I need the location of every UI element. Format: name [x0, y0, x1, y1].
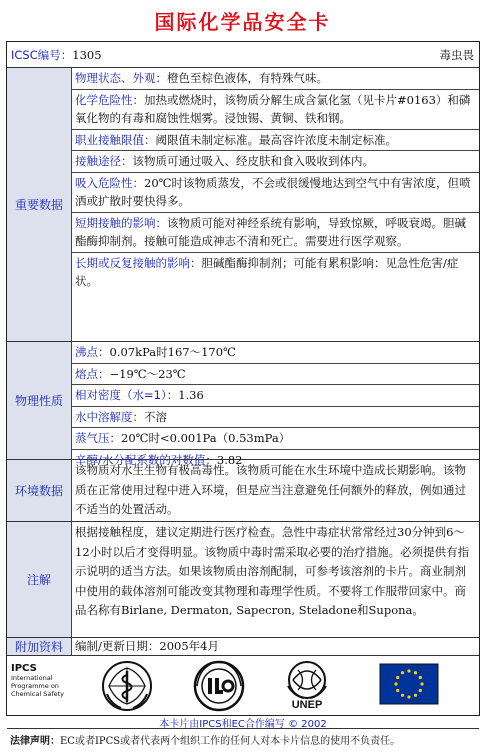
physical-properties-label: 物理性质	[7, 342, 72, 459]
additional-info-content	[72, 638, 479, 655]
unep-emblem-icon	[284, 660, 330, 718]
environmental-data-content	[72, 460, 479, 521]
card-header-row	[7, 42, 479, 68]
important-data-content	[72, 68, 479, 341]
card-credit: 本卡片由IPCS和EC合作编写 © 2002	[159, 719, 327, 730]
card-title: 国际化学品安全卡	[154, 10, 331, 34]
physical-item	[72, 364, 479, 386]
item-text: 0.07kPa时167～170℃	[109, 345, 236, 359]
physical-item	[72, 407, 479, 429]
item-text: 20℃时<0.001Pa（0.53mPa）	[121, 431, 291, 445]
physical-properties-content	[72, 342, 479, 467]
ipcs-logo	[11, 663, 81, 698]
physical-item	[72, 428, 479, 450]
item-text: 该物质可能对神经系统有影响，导致惊厥，呼吸衰竭。胆碱酯酶抑制剂。接触可能造成神志不清和死亡。需要进行医学观察。	[75, 215, 466, 248]
item-text: 加热或燃烧时，该物质分解生成含氯化氢（见卡片#0163）和磷氧化物的有毒和腐蚀性烟雾。浸蚀锡、黄铜、铁和钢。	[75, 92, 471, 125]
environmental-data-section	[7, 460, 479, 522]
item-text: 阈限值未制定标准。最高容许浓度未制定标准。	[155, 132, 397, 147]
important-item	[72, 151, 479, 173]
item-text: 1.36	[178, 388, 204, 402]
important-item	[72, 253, 479, 292]
item-key: 蒸气压：	[75, 431, 121, 445]
item-key: 沸点：	[75, 345, 110, 359]
item-key: 物理状态、外观：	[75, 71, 167, 85]
additional-info-section	[7, 638, 479, 656]
additional-info-text: 编制/更新日期：2005年4月	[75, 639, 219, 653]
important-data-section	[7, 68, 479, 342]
ipcs-logo-line: Programme on	[11, 682, 59, 690]
important-item	[72, 173, 479, 213]
important-item	[72, 68, 479, 90]
important-data-label: 重要数据	[7, 68, 72, 341]
item-key: 长期或反复接触的影响：	[75, 255, 202, 270]
who-emblem-icon	[101, 660, 153, 716]
environmental-data-label: 环境数据	[7, 460, 72, 521]
ipcs-logo-line: Chemical Safety	[11, 690, 65, 698]
substance-name: 毒虫畏	[439, 48, 474, 62]
item-key: 熔点：	[75, 366, 110, 381]
icsc-number-block	[7, 42, 106, 68]
item-text: 胆碱酯酶抑制剂；可能有累积影响：见急性危害/症状。	[75, 255, 459, 288]
item-text: 不溶	[144, 409, 167, 424]
legal-text: EC或者IPCS或者代表两个组织工作的任何人对本卡片信息的使用不负责任。	[60, 736, 401, 747]
item-key: 接触途径：	[75, 154, 133, 168]
important-item	[72, 90, 479, 130]
legal-label: 法律声明：	[10, 736, 60, 747]
item-text: −19℃～23℃	[109, 366, 186, 381]
ipcs-logo-line: International	[11, 674, 53, 682]
environmental-data-text: 该物质对水生生物有极高毒性。该物质可能在水生环境中造成长期影响。该物质在正常使用过程中进入环境，但是应当注意避免任何额外的释放，例如通过不适当的处置活动。	[75, 463, 466, 516]
additional-info-label: 附加资料	[7, 638, 72, 655]
notes-content	[72, 522, 479, 637]
physical-item	[72, 385, 479, 407]
important-item	[72, 213, 479, 253]
item-key: 职业接触限值：	[75, 132, 156, 147]
important-item	[72, 130, 479, 152]
notes-label: 注解	[7, 522, 72, 637]
item-key: 水中溶解度：	[75, 409, 144, 424]
notes-text: 根据接触程度，建议定期进行医疗检查。急性中毒症状常常经过30分钟到6～12小时以后才变得明显。该物质中毒时需采取必要的治疗措施。必须提供有指示说明的适当方法。如果该物质由溶剂配制，可参考该溶剂的卡片。商业制剂中使用的载体溶剂可能改变其物理和毒理学性质。不要将工作服带回家中。商品名称有Birlane, Dermaton, Sapecron, Steladone和Supona。	[75, 525, 470, 617]
physical-properties-section	[7, 342, 479, 467]
safety-card	[6, 41, 480, 747]
legal-disclaimer	[7, 729, 479, 751]
item-key: 辛醇/水分配系数的对数值：	[75, 452, 217, 467]
item-key: 吸入危险性：	[75, 175, 144, 190]
item-key: 短期接触的影响：	[75, 215, 167, 230]
unep-logo-text: UNEP	[291, 699, 323, 711]
item-text: 橙色至棕色液体，有特殊气味。	[167, 71, 328, 85]
eu-flag-icon	[380, 664, 438, 708]
ilo-emblem-icon	[193, 660, 245, 716]
ipcs-logo-title: IPCS	[11, 663, 37, 674]
logos-row	[7, 656, 479, 729]
item-key: 化学危险性：	[75, 92, 144, 107]
item-text: 20℃时该物质蒸发，不会或很缓慢地达到空气中有害浓度，但喷洒或扩散时要快得多。	[75, 175, 471, 208]
icsc-number-label: ICSC编号：	[11, 48, 73, 62]
item-text: 3.82	[216, 452, 243, 467]
item-text: 该物质可通过吸入、经皮肤和食入吸收到体内。	[132, 154, 374, 168]
physical-item	[72, 342, 479, 364]
icsc-number-value: 1305	[72, 48, 102, 62]
item-key: 相对密度（水=1）：	[75, 388, 179, 402]
notes-section	[7, 522, 479, 638]
